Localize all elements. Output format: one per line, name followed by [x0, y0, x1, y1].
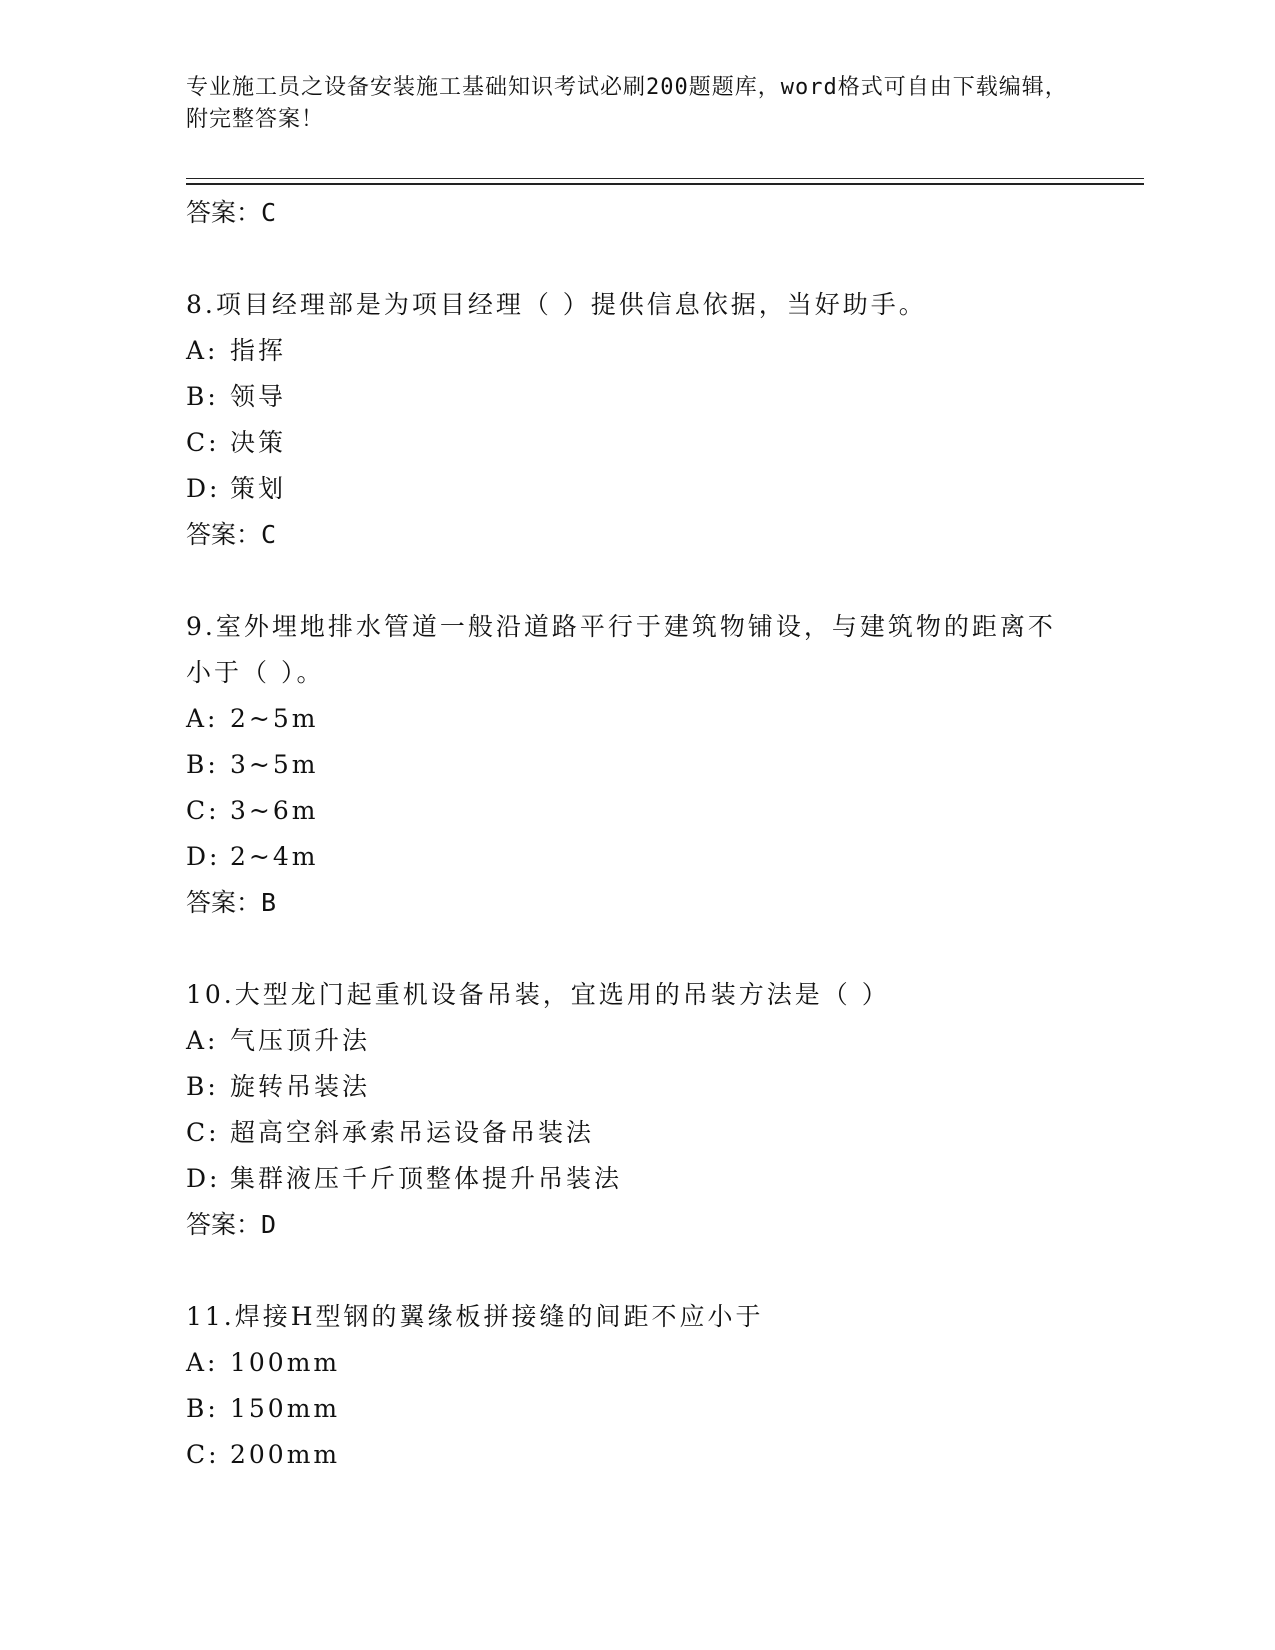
option-text: 决策 — [230, 428, 287, 457]
option-letter: B: — [186, 382, 219, 411]
spacer — [186, 1248, 1144, 1294]
option-text: 策划 — [230, 474, 287, 503]
spacer — [186, 236, 1144, 282]
option-text: 2~5m — [230, 704, 319, 733]
option-item — [186, 374, 1144, 420]
option-text: 100mm — [230, 1348, 341, 1377]
option-item — [186, 834, 1144, 880]
option-item — [186, 1432, 1144, 1478]
question-text: 10.大型龙门起重机设备吊装，宜选用的吊装方法是（ ） — [186, 980, 890, 1009]
answer-label: 答案： — [186, 1210, 262, 1239]
option-text: 150mm — [230, 1394, 341, 1423]
option-item — [186, 1156, 1144, 1202]
option-item — [186, 328, 1144, 374]
option-text: 200mm — [230, 1440, 341, 1469]
option-letter: B: — [186, 750, 219, 779]
option-item — [186, 1110, 1144, 1156]
option-item — [186, 1018, 1144, 1064]
option-text: 气压顶升法 — [230, 1026, 371, 1055]
option-letter: C: — [186, 428, 220, 457]
option-item — [186, 1386, 1144, 1432]
option-text: 集群液压千斤顶整体提升吊装法 — [230, 1164, 623, 1193]
option-item — [186, 696, 1144, 742]
option-letter: C: — [186, 1440, 220, 1469]
option-letter: A: — [186, 1026, 219, 1055]
answer-value: B — [261, 888, 277, 917]
document-header: 专业施工员之设备安装施工基础知识考试必刷200题题库，word格式可自由下载编辑，附完整答案！ — [186, 75, 1068, 132]
option-letter: D: — [186, 842, 221, 871]
answer-label: 答案： — [186, 198, 262, 227]
answer-line — [186, 880, 1144, 926]
option-item — [186, 1340, 1144, 1386]
question-text: 9.室外埋地排水管道一般沿道路平行于建筑物铺设，与建筑物的距离不小于（ ）。 — [186, 612, 1056, 687]
option-letter: C: — [186, 796, 220, 825]
answer-value: C — [261, 198, 277, 227]
question-list — [186, 190, 1144, 1478]
option-item — [186, 1064, 1144, 1110]
option-letter: A: — [186, 336, 219, 365]
answer-label: 答案： — [186, 888, 262, 917]
answer-label: 答案： — [186, 520, 262, 549]
option-text: 3~5m — [230, 750, 319, 779]
option-letter: B: — [186, 1394, 219, 1423]
option-letter: C: — [186, 1118, 220, 1147]
option-text: 指挥 — [230, 336, 287, 365]
option-text: 旋转吊装法 — [230, 1072, 371, 1101]
option-letter: A: — [186, 1348, 219, 1377]
option-item — [186, 420, 1144, 466]
option-text: 2~4m — [230, 842, 319, 871]
option-item — [186, 742, 1144, 788]
answer-value: C — [261, 520, 277, 549]
answer-line — [186, 1202, 1144, 1248]
answer-value: D — [261, 1210, 277, 1239]
option-item — [186, 466, 1144, 512]
header-divider — [186, 178, 1144, 185]
answer-line — [186, 512, 1144, 558]
option-letter: B: — [186, 1072, 219, 1101]
option-text: 3~6m — [230, 796, 319, 825]
option-letter: D: — [186, 1164, 221, 1193]
spacer — [186, 926, 1144, 972]
option-letter: A: — [186, 704, 219, 733]
answer-line — [186, 190, 1144, 236]
option-text: 超高空斜承索吊运设备吊装法 — [230, 1118, 595, 1147]
option-text: 领导 — [230, 382, 287, 411]
option-item — [186, 788, 1144, 834]
question-text: 8.项目经理部是为项目经理（ ）提供信息依据，当好助手。 — [186, 290, 927, 319]
option-letter: D: — [186, 474, 221, 503]
spacer — [186, 558, 1144, 604]
question-text: 11.焊接H型钢的翼缘板拼接缝的间距不应小于 — [186, 1302, 764, 1331]
